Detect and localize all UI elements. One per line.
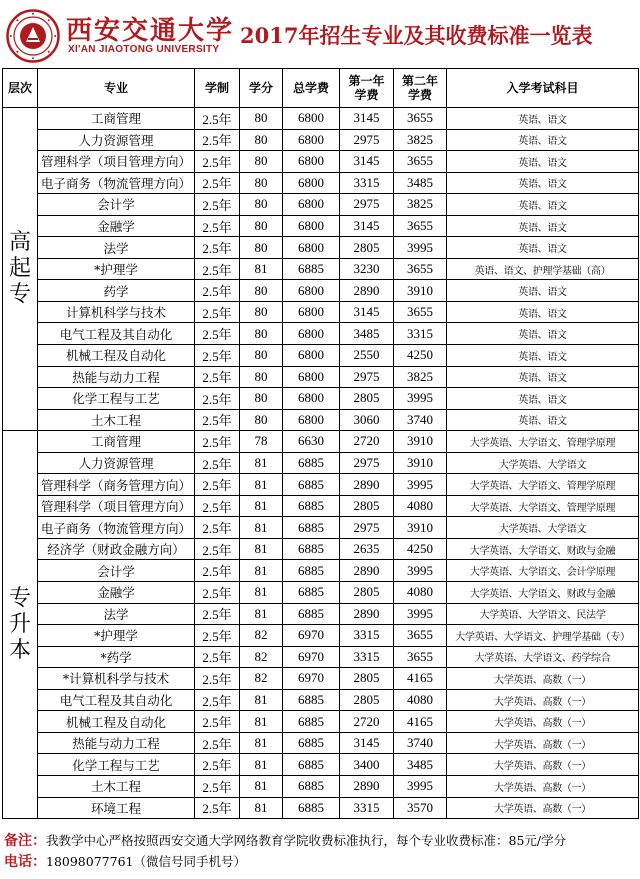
- credits-cell: 81: [240, 452, 283, 474]
- total-cell: 6885: [283, 775, 340, 797]
- y1-cell: 2975: [340, 517, 394, 539]
- duration-cell: 2.5年: [195, 711, 240, 733]
- duration-cell: 2.5年: [195, 280, 240, 302]
- exam-cell: 英语、语文: [447, 194, 639, 216]
- phone-text: 18098077761（微信号同手机号）: [46, 854, 246, 869]
- total-cell: 6800: [283, 388, 340, 410]
- credits-cell: 81: [240, 754, 283, 776]
- table-row: [3, 582, 639, 604]
- y1-cell: 3145: [340, 215, 394, 237]
- credits-cell: 80: [240, 280, 283, 302]
- credits-cell: 82: [240, 646, 283, 668]
- y1-cell: 3485: [340, 323, 394, 345]
- duration-cell: 2.5年: [195, 625, 240, 647]
- exam-cell: 英语、语文: [447, 129, 639, 151]
- y2-cell: 3995: [394, 388, 447, 410]
- exam-cell: 英语、语文: [447, 237, 639, 259]
- y1-cell: 2635: [340, 538, 394, 560]
- exam-cell: 大学英语、大学语文、护理学基础（专）: [447, 625, 639, 647]
- y1-cell: 3400: [340, 754, 394, 776]
- major-cell: 土木工程: [38, 409, 195, 431]
- exam-cell: 英语、语文: [447, 345, 639, 367]
- y2-cell: 3910: [394, 452, 447, 474]
- major-cell: 工商管理: [38, 431, 195, 453]
- fee-table: [2, 68, 639, 819]
- y1-cell: 2890: [340, 560, 394, 582]
- exam-cell: 大学英语、大学语文、民法学: [447, 603, 639, 625]
- y2-cell: 4080: [394, 582, 447, 604]
- major-cell: 工商管理: [38, 108, 195, 130]
- y1-cell: 2890: [340, 603, 394, 625]
- y2-cell: 4165: [394, 668, 447, 690]
- exam-cell: 大学英语、高数（一）: [447, 668, 639, 690]
- credits-cell: 81: [240, 603, 283, 625]
- y1-cell: 3145: [340, 151, 394, 173]
- exam-cell: 大学英语、大学语文、管理学原理: [447, 431, 639, 453]
- duration-cell: 2.5年: [195, 431, 240, 453]
- credits-cell: 80: [240, 409, 283, 431]
- column-header: 第一年 学费: [340, 69, 394, 108]
- exam-cell: 英语、语文: [447, 301, 639, 323]
- exam-cell: 大学英语、大学语文: [447, 517, 639, 539]
- table-row: [3, 237, 639, 259]
- y1-cell: 2890: [340, 775, 394, 797]
- exam-cell: 英语、语文: [447, 409, 639, 431]
- y2-cell: 3825: [394, 129, 447, 151]
- y1-cell: 2720: [340, 711, 394, 733]
- major-cell: 土木工程: [38, 775, 195, 797]
- y1-cell: 2975: [340, 452, 394, 474]
- page-header: [0, 0, 640, 68]
- major-cell: 药学: [38, 280, 195, 302]
- credits-cell: 81: [240, 582, 283, 604]
- table-row: [3, 345, 639, 367]
- y1-cell: 3230: [340, 258, 394, 280]
- credits-cell: 78: [240, 431, 283, 453]
- exam-cell: 大学英语、大学语文、财政与金融: [447, 538, 639, 560]
- major-cell: 计算机科学与技术: [38, 301, 195, 323]
- duration-cell: 2.5年: [195, 603, 240, 625]
- phone-line: [4, 851, 636, 872]
- major-cell: *计算机科学与技术: [38, 668, 195, 690]
- credits-cell: 80: [240, 366, 283, 388]
- major-cell: 化学工程与工艺: [38, 388, 195, 410]
- total-cell: 6800: [283, 301, 340, 323]
- table-row: [3, 689, 639, 711]
- duration-cell: 2.5年: [195, 797, 240, 819]
- table-body: [3, 108, 639, 819]
- y2-cell: 3655: [394, 301, 447, 323]
- duration-cell: 2.5年: [195, 775, 240, 797]
- total-cell: 6630: [283, 431, 340, 453]
- total-cell: 6885: [283, 538, 340, 560]
- duration-cell: 2.5年: [195, 388, 240, 410]
- page-title: 2017年招生专业及其收费标准一览表: [240, 23, 593, 48]
- table-row: [3, 215, 639, 237]
- exam-cell: 大学英语、大学语文、财政与金融: [447, 582, 639, 604]
- major-cell: 人力资源管理: [38, 129, 195, 151]
- major-cell: 热能与动力工程: [38, 366, 195, 388]
- duration-cell: 2.5年: [195, 582, 240, 604]
- duration-cell: 2.5年: [195, 108, 240, 130]
- duration-cell: 2.5年: [195, 452, 240, 474]
- credits-cell: 80: [240, 151, 283, 173]
- y1-cell: 3145: [340, 732, 394, 754]
- y1-cell: 2805: [340, 495, 394, 517]
- total-cell: 6885: [283, 582, 340, 604]
- duration-cell: 2.5年: [195, 237, 240, 259]
- table-row: [3, 108, 639, 130]
- column-header: 总学费: [283, 69, 340, 108]
- total-cell: 6800: [283, 237, 340, 259]
- exam-cell: 大学英语、大学语文、管理学原理: [447, 474, 639, 496]
- exam-cell: 英语、语文、护理学基础（高）: [447, 258, 639, 280]
- column-header: 专业: [38, 69, 195, 108]
- total-cell: 6800: [283, 151, 340, 173]
- brand-name-en: XI'AN JIAOTONG UNIVERSITY: [68, 44, 220, 55]
- brand-name-cn: 西安交通大学: [66, 16, 235, 46]
- table-row: [3, 668, 639, 690]
- note-label: 备注：: [4, 833, 46, 849]
- total-cell: 6885: [283, 754, 340, 776]
- total-cell: 6885: [283, 797, 340, 819]
- credits-cell: 81: [240, 711, 283, 733]
- university-seal-icon: [6, 9, 60, 63]
- major-cell: 化学工程与工艺: [38, 754, 195, 776]
- major-cell: 热能与动力工程: [38, 732, 195, 754]
- total-cell: 6885: [283, 603, 340, 625]
- credits-cell: 82: [240, 668, 283, 690]
- duration-cell: 2.5年: [195, 194, 240, 216]
- total-cell: 6970: [283, 668, 340, 690]
- total-cell: 6885: [283, 689, 340, 711]
- duration-cell: 2.5年: [195, 646, 240, 668]
- exam-cell: 大学英语、高数（一）: [447, 797, 639, 819]
- table-row: [3, 409, 639, 431]
- major-cell: 电子商务（物流管理方向）: [38, 517, 195, 539]
- exam-cell: 大学英语、高数（一）: [447, 711, 639, 733]
- credits-cell: 81: [240, 474, 283, 496]
- credits-cell: 80: [240, 388, 283, 410]
- duration-cell: 2.5年: [195, 345, 240, 367]
- table-row: [3, 258, 639, 280]
- y1-cell: 2550: [340, 345, 394, 367]
- y2-cell: 3995: [394, 775, 447, 797]
- total-cell: 6885: [283, 732, 340, 754]
- phone-label: 电话：: [4, 854, 46, 870]
- table-row: [3, 625, 639, 647]
- table-row: [3, 732, 639, 754]
- total-cell: 6800: [283, 345, 340, 367]
- table-row: [3, 388, 639, 410]
- total-cell: 6800: [283, 172, 340, 194]
- exam-cell: 大学英语、大学语文: [447, 452, 639, 474]
- duration-cell: 2.5年: [195, 151, 240, 173]
- y2-cell: 3740: [394, 409, 447, 431]
- duration-cell: 2.5年: [195, 129, 240, 151]
- major-cell: 电气工程及其自动化: [38, 323, 195, 345]
- y2-cell: 3995: [394, 560, 447, 582]
- major-cell: 管理科学（项目管理方向）: [38, 151, 195, 173]
- duration-cell: 2.5年: [195, 323, 240, 345]
- total-cell: 6800: [283, 108, 340, 130]
- table-row: [3, 151, 639, 173]
- duration-cell: 2.5年: [195, 560, 240, 582]
- total-cell: 6800: [283, 129, 340, 151]
- y1-cell: 3145: [340, 301, 394, 323]
- major-cell: 会计学: [38, 560, 195, 582]
- total-cell: 6800: [283, 366, 340, 388]
- column-header: 学分: [240, 69, 283, 108]
- y1-cell: 2805: [340, 388, 394, 410]
- y2-cell: 3655: [394, 215, 447, 237]
- major-cell: 管理科学（商务管理方向）: [38, 474, 195, 496]
- exam-cell: 大学英语、高数（一）: [447, 689, 639, 711]
- column-header: 第二年 学费: [394, 69, 447, 108]
- credits-cell: 80: [240, 323, 283, 345]
- major-cell: 法学: [38, 237, 195, 259]
- duration-cell: 2.5年: [195, 538, 240, 560]
- column-header: 学制: [195, 69, 240, 108]
- y2-cell: 3825: [394, 366, 447, 388]
- total-cell: 6885: [283, 517, 340, 539]
- exam-cell: 大学英语、高数（一）: [447, 754, 639, 776]
- credits-cell: 80: [240, 108, 283, 130]
- y2-cell: 3825: [394, 194, 447, 216]
- y1-cell: 2720: [340, 431, 394, 453]
- exam-cell: 英语、语文: [447, 280, 639, 302]
- major-cell: 会计学: [38, 194, 195, 216]
- y1-cell: 3145: [340, 108, 394, 130]
- y1-cell: 2805: [340, 689, 394, 711]
- y2-cell: 3995: [394, 474, 447, 496]
- exam-cell: 大学英语、高数（一）: [447, 775, 639, 797]
- y1-cell: 2975: [340, 194, 394, 216]
- total-cell: 6800: [283, 215, 340, 237]
- y1-cell: 2805: [340, 582, 394, 604]
- y2-cell: 3655: [394, 625, 447, 647]
- total-cell: 6800: [283, 409, 340, 431]
- duration-cell: 2.5年: [195, 409, 240, 431]
- exam-cell: 英语、语文: [447, 172, 639, 194]
- y1-cell: 2890: [340, 280, 394, 302]
- table-row: [3, 172, 639, 194]
- exam-cell: 大学英语、大学语文、管理学原理: [447, 495, 639, 517]
- major-cell: 电气工程及其自动化: [38, 689, 195, 711]
- total-cell: 6885: [283, 711, 340, 733]
- y2-cell: 4250: [394, 538, 447, 560]
- credits-cell: 80: [240, 172, 283, 194]
- credits-cell: 80: [240, 215, 283, 237]
- table-row: [3, 538, 639, 560]
- duration-cell: 2.5年: [195, 754, 240, 776]
- duration-cell: 2.5年: [195, 366, 240, 388]
- duration-cell: 2.5年: [195, 689, 240, 711]
- table-row: [3, 431, 639, 453]
- major-cell: 机械工程及自动化: [38, 711, 195, 733]
- y1-cell: 2975: [340, 129, 394, 151]
- credits-cell: 80: [240, 345, 283, 367]
- y2-cell: 3485: [394, 754, 447, 776]
- major-cell: *护理学: [38, 258, 195, 280]
- y2-cell: 3655: [394, 151, 447, 173]
- y2-cell: 3910: [394, 517, 447, 539]
- credits-cell: 81: [240, 495, 283, 517]
- table-row: [3, 194, 639, 216]
- table-row: [3, 754, 639, 776]
- exam-cell: 英语、语文: [447, 108, 639, 130]
- table-row: [3, 474, 639, 496]
- total-cell: 6885: [283, 452, 340, 474]
- footer: [4, 830, 636, 872]
- table-row: [3, 280, 639, 302]
- y1-cell: 2805: [340, 668, 394, 690]
- major-cell: *护理学: [38, 625, 195, 647]
- column-header: 层次: [3, 69, 38, 108]
- column-header: 入学考试科目: [447, 69, 639, 108]
- major-cell: 金融学: [38, 215, 195, 237]
- credits-cell: 81: [240, 538, 283, 560]
- y2-cell: 3655: [394, 258, 447, 280]
- credits-cell: 81: [240, 775, 283, 797]
- y2-cell: 3995: [394, 603, 447, 625]
- y1-cell: 3315: [340, 625, 394, 647]
- y2-cell: 3655: [394, 108, 447, 130]
- major-cell: 经济学（财政金融方向）: [38, 538, 195, 560]
- major-cell: 管理科学（项目管理方向）: [38, 495, 195, 517]
- major-cell: 人力资源管理: [38, 452, 195, 474]
- exam-cell: 大学英语、大学语文、会计学原理: [447, 560, 639, 582]
- note-line: [4, 830, 636, 851]
- table-row: [3, 129, 639, 151]
- credits-cell: 81: [240, 797, 283, 819]
- duration-cell: 2.5年: [195, 668, 240, 690]
- credits-cell: 81: [240, 732, 283, 754]
- duration-cell: 2.5年: [195, 258, 240, 280]
- credits-cell: 81: [240, 258, 283, 280]
- table-row: [3, 301, 639, 323]
- major-cell: 机械工程及自动化: [38, 345, 195, 367]
- y1-cell: 2890: [340, 474, 394, 496]
- y1-cell: 2975: [340, 366, 394, 388]
- total-cell: 6885: [283, 258, 340, 280]
- table-row: [3, 603, 639, 625]
- exam-cell: 英语、语文: [447, 151, 639, 173]
- y2-cell: 3910: [394, 431, 447, 453]
- y2-cell: 3910: [394, 280, 447, 302]
- duration-cell: 2.5年: [195, 474, 240, 496]
- major-cell: 电子商务（物流管理方向）: [38, 172, 195, 194]
- credits-cell: 81: [240, 560, 283, 582]
- credits-cell: 80: [240, 237, 283, 259]
- table-row: [3, 452, 639, 474]
- duration-cell: 2.5年: [195, 215, 240, 237]
- y2-cell: 3570: [394, 797, 447, 819]
- table-row: [3, 560, 639, 582]
- credits-cell: 82: [240, 625, 283, 647]
- y1-cell: 2805: [340, 237, 394, 259]
- total-cell: 6885: [283, 495, 340, 517]
- duration-cell: 2.5年: [195, 732, 240, 754]
- table-row: [3, 323, 639, 345]
- y2-cell: 3655: [394, 646, 447, 668]
- credits-cell: 81: [240, 689, 283, 711]
- y2-cell: 4080: [394, 689, 447, 711]
- level-cell: 高 起 专: [3, 108, 38, 431]
- credits-cell: 80: [240, 194, 283, 216]
- exam-cell: 英语、语文: [447, 323, 639, 345]
- exam-cell: 英语、语文: [447, 215, 639, 237]
- duration-cell: 2.5年: [195, 301, 240, 323]
- major-cell: 金融学: [38, 582, 195, 604]
- table-row: [3, 646, 639, 668]
- exam-cell: 英语、语文: [447, 388, 639, 410]
- duration-cell: 2.5年: [195, 172, 240, 194]
- table-header-row: [3, 69, 639, 108]
- y1-cell: 3315: [340, 646, 394, 668]
- y2-cell: 3995: [394, 237, 447, 259]
- total-cell: 6800: [283, 280, 340, 302]
- note-text: 我教学中心严格按照西安交通大学网络教育学院收费标准执行，每个专业收费标准：85元/学分: [46, 833, 567, 848]
- total-cell: 6800: [283, 194, 340, 216]
- y1-cell: 3315: [340, 172, 394, 194]
- y1-cell: 3315: [340, 797, 394, 819]
- credits-cell: 81: [240, 517, 283, 539]
- y2-cell: 4250: [394, 345, 447, 367]
- duration-cell: 2.5年: [195, 495, 240, 517]
- y2-cell: 4165: [394, 711, 447, 733]
- y2-cell: 3485: [394, 172, 447, 194]
- table-row: [3, 775, 639, 797]
- major-cell: 法学: [38, 603, 195, 625]
- exam-cell: 大学英语、大学语文、药学综合: [447, 646, 639, 668]
- table-row: [3, 495, 639, 517]
- major-cell: 环境工程: [38, 797, 195, 819]
- y2-cell: 3315: [394, 323, 447, 345]
- table-row: [3, 797, 639, 819]
- credits-cell: 80: [240, 129, 283, 151]
- duration-cell: 2.5年: [195, 517, 240, 539]
- y1-cell: 3060: [340, 409, 394, 431]
- exam-cell: 大学英语、高数（一）: [447, 732, 639, 754]
- major-cell: *药学: [38, 646, 195, 668]
- total-cell: 6800: [283, 323, 340, 345]
- y2-cell: 4080: [394, 495, 447, 517]
- total-cell: 6970: [283, 646, 340, 668]
- table-row: [3, 366, 639, 388]
- credits-cell: 80: [240, 301, 283, 323]
- table-row: [3, 711, 639, 733]
- total-cell: 6970: [283, 625, 340, 647]
- table-row: [3, 517, 639, 539]
- exam-cell: 英语、语文: [447, 366, 639, 388]
- y2-cell: 3740: [394, 732, 447, 754]
- total-cell: 6885: [283, 474, 340, 496]
- level-cell: 专 升 本: [3, 431, 38, 819]
- total-cell: 6885: [283, 560, 340, 582]
